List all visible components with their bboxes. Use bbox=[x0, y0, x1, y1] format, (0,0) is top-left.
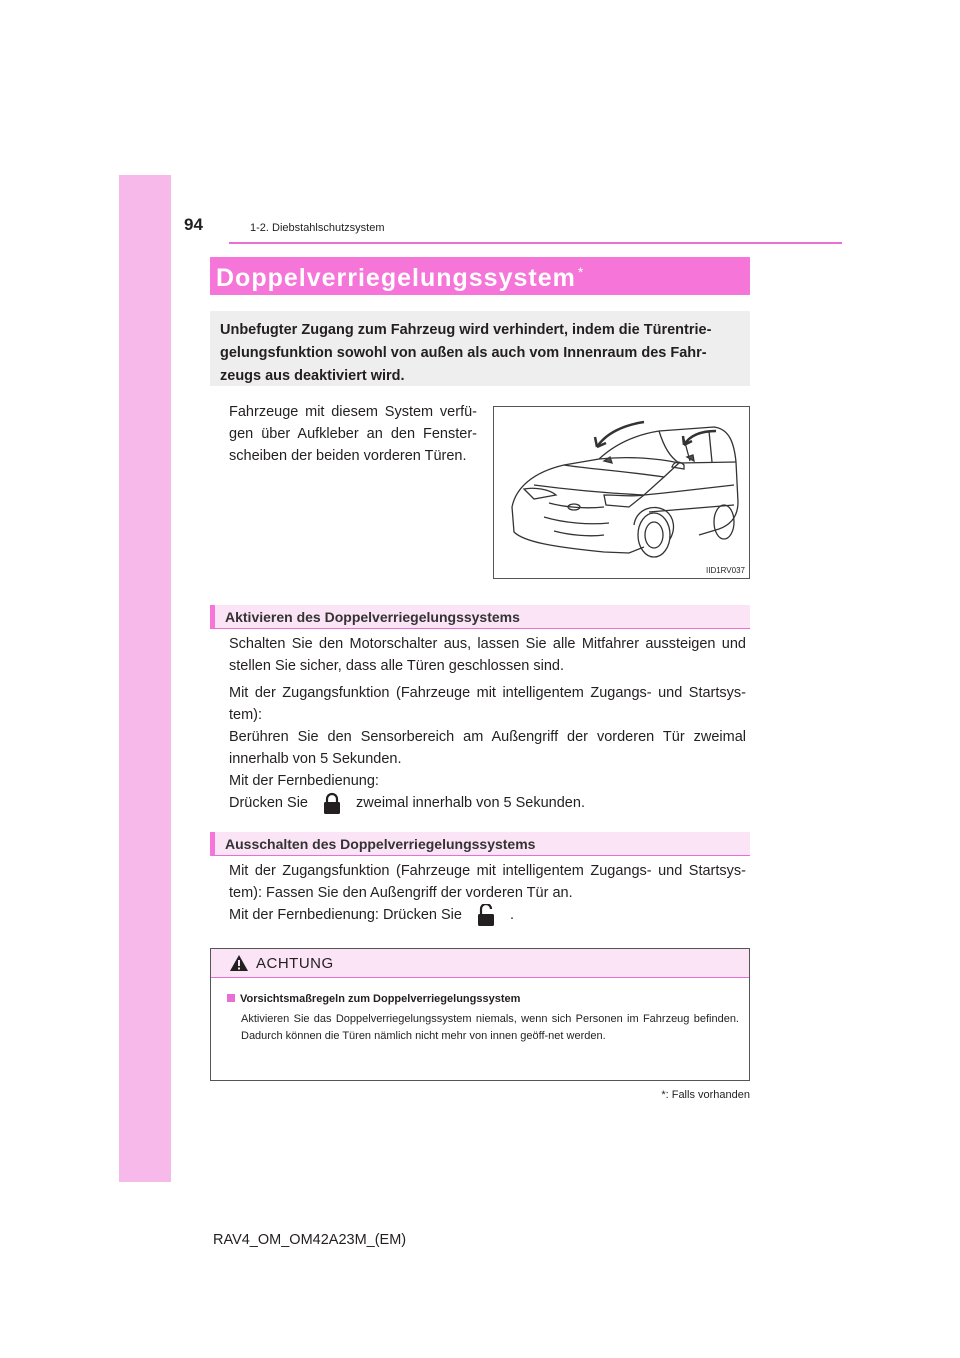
activate-remote-instruction bbox=[229, 792, 746, 814]
activate-paragraph-2 bbox=[229, 682, 746, 814]
warning-box bbox=[210, 948, 750, 1081]
description-paragraph: Fahrzeuge mit diesem System verfü-gen über Aufkleber an den Fenster-scheiben der beiden vorderen Türen. bbox=[229, 404, 477, 464]
intro-summary-box bbox=[210, 311, 750, 386]
activate-paragraph-1: Schalten Sie den Motorschalter aus, lassen Sie alle Mitfahrer aussteigen und stellen Sie sicher, dass alle Türen geschlossen sind. bbox=[229, 636, 746, 674]
deactivate-paragraph bbox=[229, 860, 746, 926]
deactivate-remote-instruction bbox=[229, 904, 746, 926]
title-footnote-star: * bbox=[577, 264, 585, 280]
activate-remote-line: Mit der Fernbedienung: bbox=[229, 773, 379, 789]
section-reference: 1-2. Diebstahlschutzsystem bbox=[250, 222, 385, 234]
footnote-star: * bbox=[661, 1089, 666, 1101]
activate-press-text: Drücken Sie bbox=[229, 795, 308, 811]
activate-press-suffix: zweimal innerhalb von 5 Sekunden. bbox=[356, 795, 585, 811]
warning-subheading-text: Vorsichtsmaßregeln zum Doppelverriegelungssystem bbox=[240, 993, 521, 1005]
footnote-text: : Falls vorhanden bbox=[665, 1089, 750, 1101]
warning-header bbox=[211, 949, 749, 978]
intro-text: Unbefugter Zugang zum Fahrzeug wird verhindert, indem die Türentrie-gelungsfunktion sowohl von außen als auch vom Innenraum des Fahr-zeugs aus deaktiviert wird. bbox=[220, 322, 712, 384]
subheading-activate: Aktivieren des Doppelverriegelungssystems bbox=[210, 605, 750, 629]
warning-subheading bbox=[227, 993, 520, 1005]
warning-label: ACHTUNG bbox=[256, 955, 334, 972]
warning-triangle-icon bbox=[229, 954, 249, 972]
car-illustration-figure bbox=[493, 406, 750, 579]
chapter-sidebar-tab bbox=[119, 175, 171, 1182]
header-divider bbox=[229, 242, 842, 244]
activate-entry-function-line: Mit der Zugangsfunktion (Fahrzeuge mit intelligentem Zugangs- und Startsys-tem): bbox=[229, 685, 746, 723]
footnote bbox=[661, 1089, 750, 1101]
warning-body: Aktivieren Sie das Doppelverriegelungssystem niemals, wenn sich Personen im Fahrzeug befinden. Dadurch können die Türen nämlich nicht mehr von innen geöff-net werden. bbox=[241, 1013, 739, 1042]
unlock-icon bbox=[466, 904, 506, 926]
page-title-bar bbox=[210, 257, 750, 295]
page-number: 94 bbox=[184, 215, 203, 234]
deactivate-press-suffix: . bbox=[510, 907, 515, 923]
car-illustration bbox=[494, 407, 749, 578]
document-id: RAV4_OM_OM42A23M_(EM) bbox=[213, 1232, 407, 1248]
subheading-deactivate: Ausschalten des Doppelverriegelungssystems bbox=[210, 832, 750, 856]
bullet-square-icon bbox=[227, 994, 235, 1002]
lock-icon bbox=[312, 792, 352, 814]
figure-code: IID1RV037 bbox=[706, 566, 745, 575]
activate-entry-instruction: Berühren Sie den Sensorbereich am Außengriff der vorderen Tür zweimal innerhalb von 5 Sekunden. bbox=[229, 729, 746, 767]
deactivate-entry-instruction: Mit der Zugangsfunktion (Fahrzeuge mit intelligentem Zugangs- und Startsys-tem): Fassen Sie den Außengriff der vorderen Tür an. bbox=[229, 863, 746, 901]
page-title: Doppelverriegelungssystem bbox=[216, 264, 576, 292]
deactivate-press-text: Mit der Fernbedienung: Drücken Sie bbox=[229, 907, 462, 923]
